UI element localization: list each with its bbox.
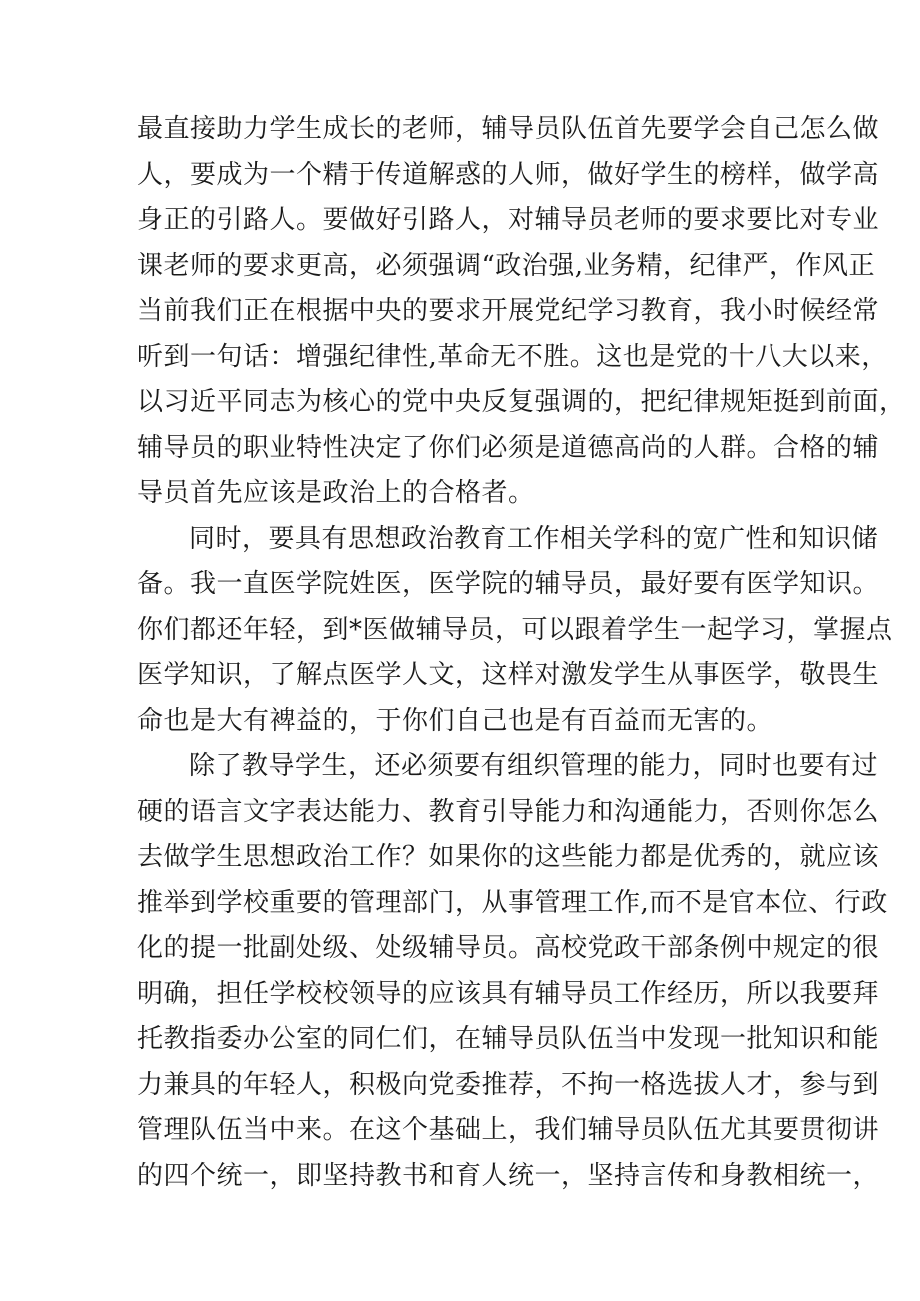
- text-line: 以习近平同志为核心的党中央反复强调的，把纪律规矩挺到前面，: [137, 387, 906, 417]
- text-line: 备。我一直医学院姓医，医学院的辅导员，最好要有医学知识。: [137, 569, 880, 599]
- text-line: 导员首先应该是政治上的合格者。: [137, 478, 535, 508]
- text-line: 的四个统一，即坚持教书和育人统一，坚持言传和身教相统一，: [137, 1160, 880, 1191]
- paragraph: [137, 744, 888, 1199]
- text-line: 当前我们正在根据中央的要求开展党纪学习教育，我小时候经常: [137, 296, 880, 326]
- text-line: 命也是大有裨益的，于你们自己也是有百益而无害的。: [137, 705, 774, 736]
- text-line: 最直接助力学生成长的老师，辅导员队伍首先要学会自己怎么做: [137, 114, 880, 144]
- text-line: 明确，担任学校校领导的应该具有辅导员工作经历，所以我要拜: [137, 978, 880, 1009]
- text-line: 听到一句话：增强纪律性,革命无不胜。这也是党的十八大以来，: [137, 341, 888, 372]
- text-line: 辅导员的职业特性决定了你们必须是道德高尚的人群。合格的辅: [137, 432, 880, 463]
- text-line: 力兼具的年轻人，积极向党委推荐，不拘一格选拔人才，参与到: [137, 1069, 880, 1100]
- paragraph: [137, 107, 906, 517]
- text-line: 人，要成为一个精于传道解惑的人师，做好学生的榜样，做学高: [137, 159, 880, 190]
- text-line: 医学知识，了解点医学人文，这样对激发学生从事医学，敬畏生: [137, 660, 880, 690]
- text-line: 管理队伍当中来。在这个基础上，我们辅导员队伍尤其要贯彻讲: [137, 1115, 880, 1145]
- text-line: 你们都还年轻，到*医做辅导员，可以跟着学生一起学习，掌握点: [137, 614, 893, 645]
- text-line: 除了教导学生，还必须要有组织管理的能力，同时也要有过: [189, 751, 879, 781]
- text-line: 同时，要具有思想政治教育工作相关学科的宽广性和知识储: [189, 523, 879, 554]
- text-line: 课老师的要求更高，必须强调“政治强,业务精，纪律严，作风正: [137, 250, 876, 281]
- text-line: 托教指委办公室的同仁们，在辅导员队伍当中发现一批知识和能: [137, 1024, 880, 1054]
- body-text: [137, 107, 906, 1199]
- text-line: 化的提一批副处级、处级辅导员。高校党政干部条例中规定的很: [137, 933, 880, 963]
- text-line: 身正的引路人。要做好引路人，对辅导员老师的要求要比对专业: [137, 205, 880, 235]
- text-line: 硬的语言文字表达能力、教育引导能力和沟通能力，否则你怎么: [137, 796, 880, 827]
- text-line: 推举到学校重要的管理部门，从事管理工作,而不是官本位、行政: [137, 887, 888, 918]
- text-line: 去做学生思想政治工作？如果你的这些能力都是优秀的，就应该: [137, 842, 880, 872]
- paragraph: [137, 517, 893, 745]
